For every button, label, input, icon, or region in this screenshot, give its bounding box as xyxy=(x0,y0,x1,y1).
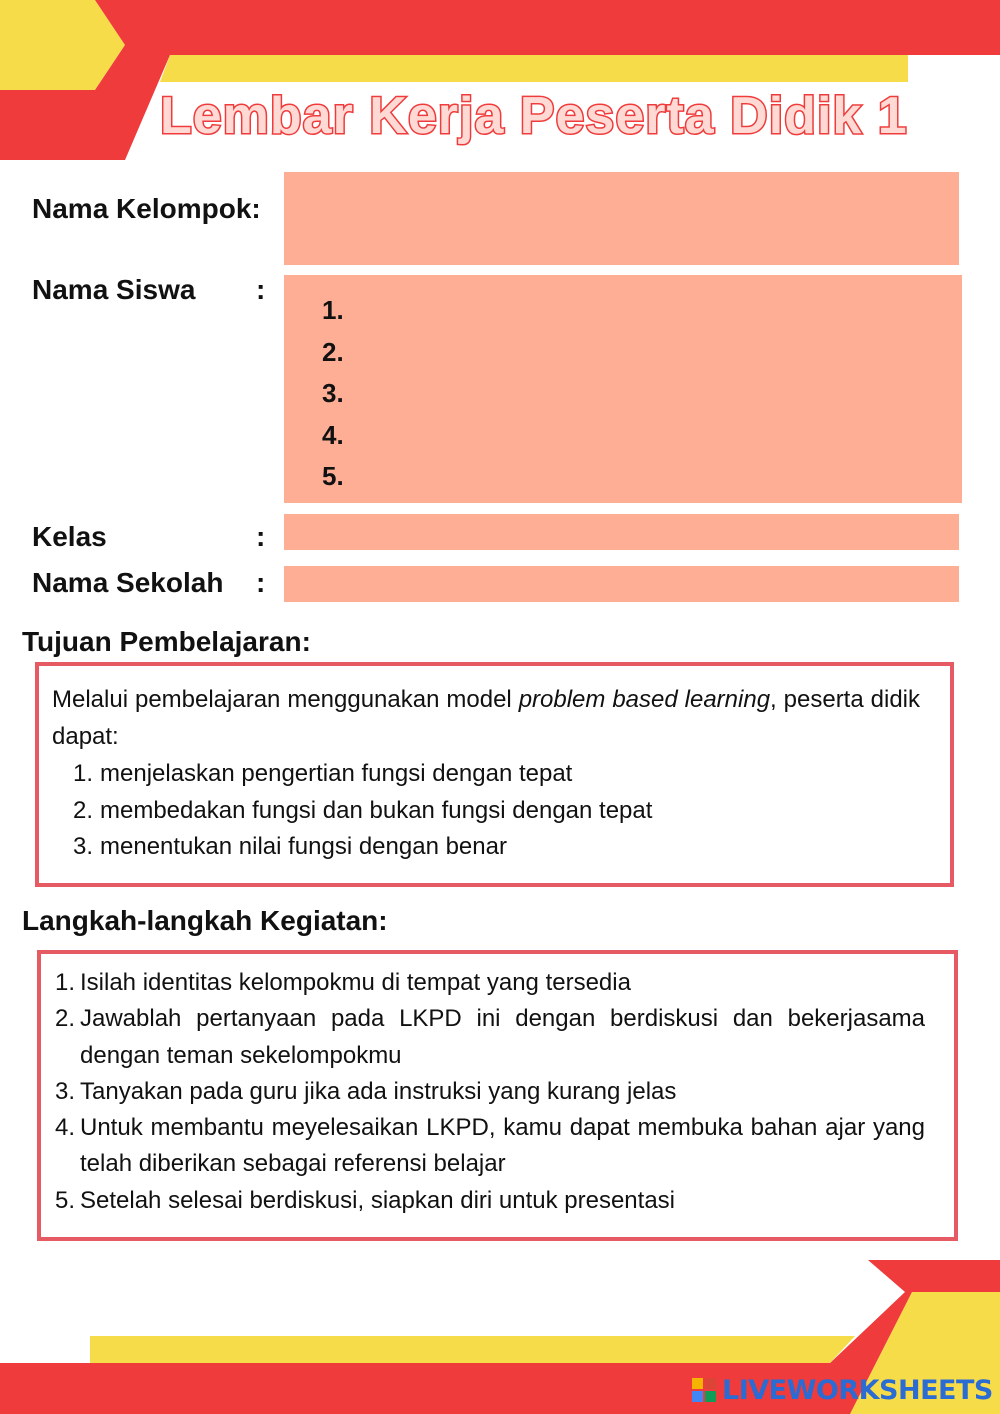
siswa-number: 4. xyxy=(322,419,344,450)
list-item xyxy=(55,1110,925,1183)
tujuan-intro-text-after: , peserta didik dapat: xyxy=(52,686,920,750)
kelas-field[interactable] xyxy=(284,514,959,550)
list-number: 5. xyxy=(55,1186,76,1214)
kelas-colon: : xyxy=(256,521,266,552)
list-text: Isilah identitas kelompokmu di tempat yang tersedia xyxy=(80,969,631,996)
tujuan-heading: Tujuan Pembelajaran: xyxy=(22,626,311,657)
siswa-number: 3. xyxy=(322,378,344,408)
list-number: 1. xyxy=(55,969,76,996)
list-item xyxy=(55,1074,925,1110)
siswa-number: 1. xyxy=(322,295,344,325)
list-text: menjelaskan pengertian fungsi dengan tepat xyxy=(100,760,573,787)
list-text: Jawablah pertanyaan pada LKPD ini dengan berdiskusi dan bekerjasama dengan teman sekelompokmu xyxy=(80,1005,925,1069)
list-item xyxy=(52,829,920,866)
list-item xyxy=(55,1183,925,1219)
liveworksheets-logo-icon xyxy=(692,1378,716,1402)
liveworksheets-brand[interactable] xyxy=(692,1370,993,1410)
list-item xyxy=(52,793,920,830)
list-number: 3. xyxy=(55,1077,76,1105)
brand-name: LIVEWORKSHEETS xyxy=(722,1374,993,1406)
list-number: 3. xyxy=(73,833,94,860)
list-text: menentukan nilai fungsi dengan benar xyxy=(100,833,507,860)
list-number: 4. xyxy=(55,1114,76,1142)
tujuan-list xyxy=(52,756,920,866)
nama-siswa-label: Nama Siswa xyxy=(32,274,196,305)
nama-siswa-colon: : xyxy=(256,274,266,305)
list-item xyxy=(52,756,920,793)
tujuan-intro-italic: problem based learning xyxy=(518,686,771,713)
tujuan-intro-text: Melalui pembelajaran menggunakan model xyxy=(52,686,519,713)
list-text: membedakan fungsi dan bukan fungsi dengan tepat xyxy=(100,796,653,824)
langkah-heading: Langkah-langkah Kegiatan: xyxy=(22,905,388,936)
list-text: Untuk membantu meyelesaikan LKPD, kamu dapat membuka bahan ajar yang telah diberikan sebagai referensi belajar xyxy=(80,1114,925,1178)
list-item xyxy=(55,1001,925,1074)
siswa-number: 2. xyxy=(322,336,344,367)
top-yellow-strip xyxy=(160,55,908,82)
list-text: Setelah selesai berdiskusi, siapkan diri untuk presentasi xyxy=(80,1186,675,1214)
nama-kelompok-field[interactable] xyxy=(284,172,959,265)
tujuan-intro xyxy=(52,682,920,755)
list-number: 2. xyxy=(73,796,94,824)
bottom-yellow-strip xyxy=(90,1336,855,1363)
langkah-list xyxy=(55,965,925,1219)
list-number: 2. xyxy=(55,1005,76,1033)
nama-siswa-field[interactable] xyxy=(284,275,962,503)
nama-kelompok-label: Nama Kelompok: xyxy=(32,193,261,224)
kelas-label: Kelas xyxy=(32,521,107,552)
nama-sekolah-field[interactable] xyxy=(284,566,959,602)
siswa-number-list xyxy=(322,290,344,498)
list-number: 1. xyxy=(73,760,94,787)
bottom-right-red-shape xyxy=(868,1260,1000,1292)
list-item xyxy=(55,965,925,1001)
nama-sekolah-colon: : xyxy=(256,567,266,598)
nama-sekolah-label: Nama Sekolah xyxy=(32,567,224,598)
worksheet-title: Lembar Kerja Peserta Didik 1 xyxy=(160,87,908,145)
list-text: Tanyakan pada guru jika ada instruksi yang kurang jelas xyxy=(80,1077,677,1105)
siswa-number: 5. xyxy=(322,461,344,491)
